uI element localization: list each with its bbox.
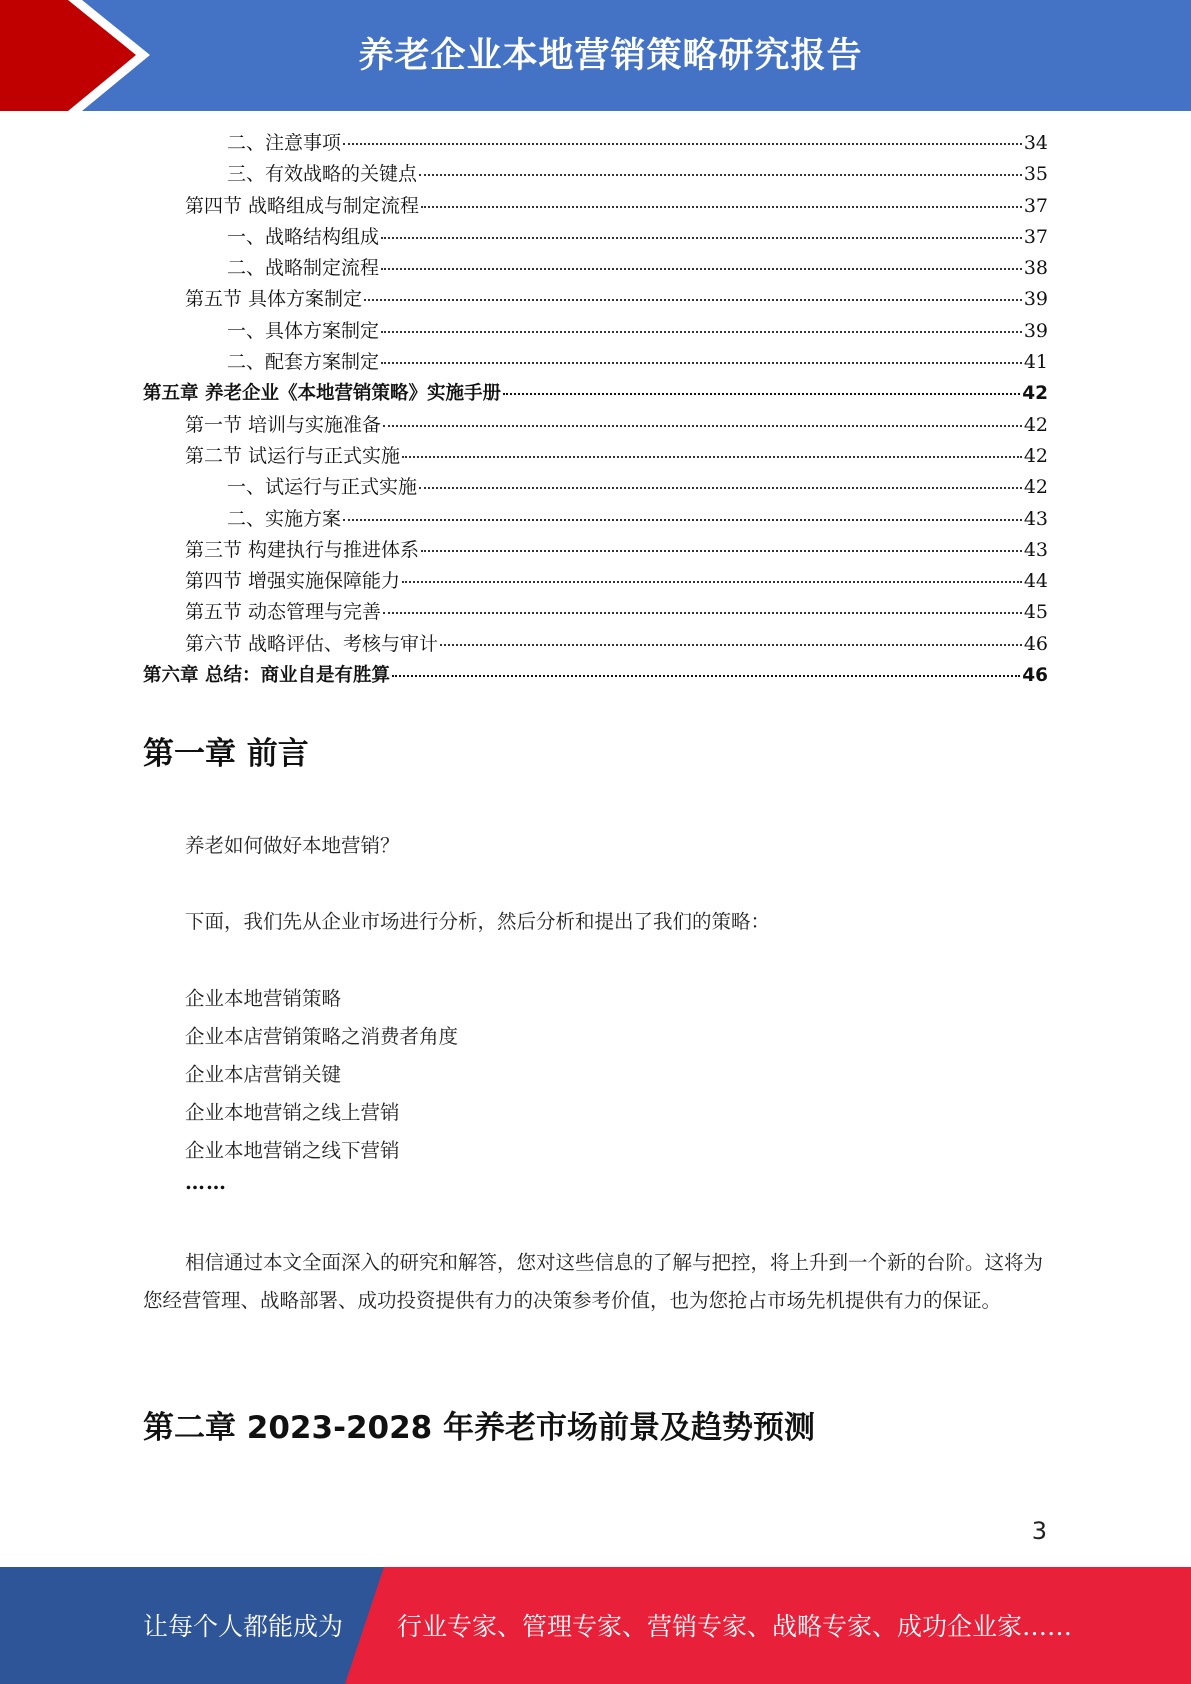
toc-entry-page: 38	[1023, 257, 1048, 280]
toc-dot-leader	[440, 644, 1022, 646]
toc-dot-leader	[381, 237, 1022, 239]
toc-entry-label: 第二节 试运行与正式实施	[185, 444, 401, 467]
list-item: 企业本店营销策略之消费者角度	[185, 1025, 459, 1048]
toc-dot-leader	[343, 143, 1022, 145]
toc-entry[interactable]	[143, 597, 1048, 628]
toc-dot-leader	[343, 519, 1022, 521]
toc-entry[interactable]	[143, 504, 1048, 535]
toc-entry-page: 41	[1023, 351, 1048, 374]
chapter1-heading: 第一章 前言	[143, 736, 309, 772]
toc-dot-leader	[383, 612, 1022, 614]
list-item: 企业本地营销策略	[185, 987, 342, 1010]
toc-entry-page: 39	[1023, 319, 1048, 342]
toc-dot-leader	[402, 456, 1022, 458]
toc-entry-label: 第四节 战略组成与制定流程	[185, 194, 420, 217]
toc-entry-label: 一、具体方案制定	[227, 319, 380, 342]
list-ellipsis: ……	[185, 1170, 227, 1194]
toc-entry-page: 35	[1023, 163, 1048, 186]
footer-slogan-right: 行业专家、管理专家、营销专家、战略专家、成功企业家……	[397, 1612, 1073, 1641]
toc-dot-leader	[381, 331, 1022, 333]
toc-entry-label: 二、配套方案制定	[227, 351, 380, 374]
toc-entry-label: 二、注意事项	[227, 132, 342, 154]
toc-entry[interactable]	[143, 316, 1048, 347]
toc-entry[interactable]	[143, 566, 1048, 597]
toc-entry-label: 一、试运行与正式实施	[227, 476, 418, 499]
report-title: 养老企业本地营销策略研究报告	[358, 36, 863, 76]
toc-entry-page: 43	[1023, 538, 1048, 561]
toc-entry-label: 二、实施方案	[227, 507, 342, 530]
toc-entry-label: 第五节 动态管理与完善	[185, 601, 382, 624]
chapter2-heading: 第二章 2023-2028 年养老市场前景及趋势预测	[143, 1410, 816, 1446]
toc-entry-page: 42	[1023, 476, 1048, 499]
toc-entry[interactable]	[143, 378, 1048, 409]
toc-entry-page: 42	[1022, 383, 1048, 405]
toc-dot-leader	[392, 675, 1020, 677]
toc-entry[interactable]	[143, 660, 1048, 691]
toc-dot-leader	[419, 174, 1022, 176]
toc-entry-label: 一、战略结构组成	[227, 225, 380, 248]
chapter1-question: 养老如何做好本地营销？	[185, 834, 400, 857]
toc-entry-page: 37	[1023, 225, 1048, 248]
toc-entry-label: 第四节 增强实施保障能力	[185, 570, 401, 593]
toc-entry-page: 46	[1022, 665, 1048, 687]
toc-entry[interactable]	[143, 159, 1048, 190]
toc-entry-page: 42	[1023, 444, 1048, 467]
toc-entry-page: 34	[1023, 132, 1048, 154]
toc-entry-label: 第五节 具体方案制定	[185, 288, 363, 311]
toc-entry-label: 三、有效战略的关键点	[227, 163, 418, 186]
toc-entry[interactable]	[143, 347, 1048, 378]
toc-entry-label: 第五章 养老企业《本地营销策略》实施手册	[143, 383, 501, 405]
toc-entry-page: 44	[1023, 570, 1048, 593]
toc-dot-leader	[383, 425, 1022, 427]
toc-entry[interactable]	[143, 284, 1048, 315]
toc-dot-leader	[381, 362, 1022, 364]
list-item: 企业本地营销之线上营销	[185, 1101, 400, 1124]
toc-entry-label: 第六节 战略评估、考核与审计	[185, 632, 439, 655]
toc-entry-page: 43	[1023, 507, 1048, 530]
toc-entry-label: 二、战略制定流程	[227, 257, 380, 280]
toc-dot-leader	[381, 268, 1022, 270]
toc-entry-label: 第六章 总结：商业自是有胜算	[143, 665, 390, 687]
strategy-list	[185, 980, 458, 1170]
toc-entry[interactable]	[143, 222, 1048, 253]
toc-entry[interactable]	[143, 629, 1048, 660]
toc-dot-leader	[364, 299, 1022, 301]
toc-entry[interactable]	[143, 410, 1048, 441]
toc-entry-page: 46	[1023, 632, 1048, 655]
chapter1-closing-paragraph: 相信通过本文全面深入的研究和解答，您对这些信息的了解与把控，将上升到一个新的台阶。这将为您经营管理、战略部署、成功投资提供有力的决策参考价值，也为您抢占市场先机提供有力的保证。	[143, 1251, 1044, 1312]
toc-entry-label: 第三节 构建执行与推进体系	[185, 538, 420, 561]
table-of-contents	[143, 128, 1048, 691]
list-item: 企业本地营销之线下营销	[185, 1139, 400, 1162]
toc-entry[interactable]	[143, 535, 1048, 566]
toc-dot-leader	[419, 487, 1022, 489]
toc-entry[interactable]	[143, 441, 1048, 472]
page-header	[0, 0, 1191, 111]
page-footer	[0, 1567, 1191, 1684]
toc-entry-page: 45	[1023, 601, 1048, 624]
toc-entry-label: 第一节 培训与实施准备	[185, 413, 382, 436]
toc-dot-leader	[421, 550, 1022, 552]
toc-entry[interactable]	[143, 253, 1048, 284]
toc-dot-leader	[402, 581, 1022, 583]
chapter1-intro: 下面，我们先从企业市场进行分析，然后分析和提出了我们的策略：	[185, 910, 771, 933]
list-item: 企业本店营销关键	[185, 1063, 342, 1086]
toc-entry[interactable]	[143, 472, 1048, 503]
toc-entry-page: 42	[1023, 413, 1048, 436]
page-number: 3	[1031, 1517, 1047, 1545]
footer-slogan-left: 让每个人都能成为	[143, 1612, 344, 1641]
toc-entry-page: 39	[1023, 288, 1048, 311]
toc-dot-leader	[503, 393, 1020, 395]
toc-dot-leader	[421, 206, 1022, 208]
toc-entry[interactable]	[143, 191, 1048, 222]
toc-entry-page: 37	[1023, 194, 1048, 217]
toc-entry[interactable]	[143, 128, 1048, 159]
